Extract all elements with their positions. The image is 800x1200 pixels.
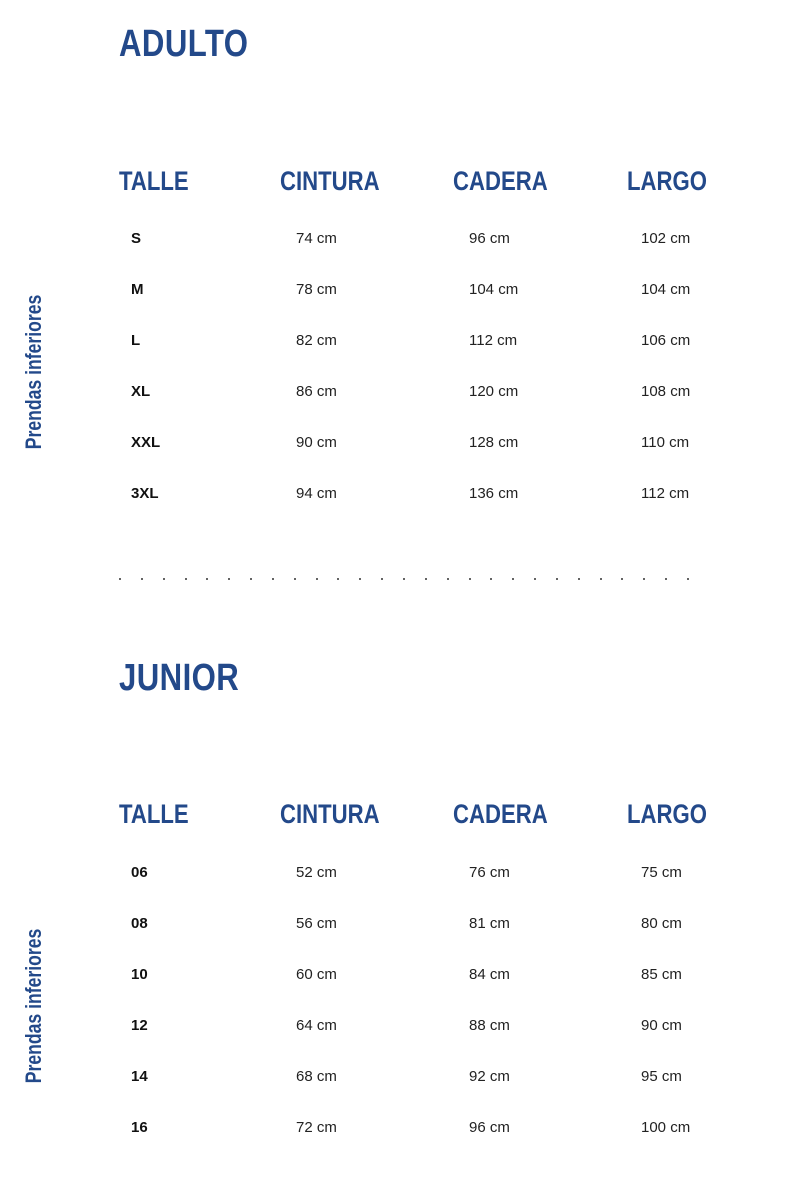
cell-cintura: 78 cm xyxy=(296,281,337,298)
table-row xyxy=(0,912,800,936)
cell-cintura: 82 cm xyxy=(296,332,337,349)
table-row xyxy=(0,1065,800,1089)
cell-cadera: 92 cm xyxy=(469,1068,510,1085)
header-cintura: CINTURA xyxy=(280,166,380,196)
cell-largo: 95 cm xyxy=(641,1068,682,1085)
cell-cadera: 88 cm xyxy=(469,1017,510,1034)
cell-cadera: 96 cm xyxy=(469,1119,510,1136)
cell-cintura: 64 cm xyxy=(296,1017,337,1034)
cell-cadera: 136 cm xyxy=(469,485,519,502)
table-row xyxy=(0,482,800,506)
cell-largo: 104 cm xyxy=(641,281,691,298)
table-row xyxy=(0,227,800,251)
cell-talle: 16 xyxy=(131,1119,148,1136)
cell-cintura: 86 cm xyxy=(296,383,337,400)
cell-cadera: 128 cm xyxy=(469,434,519,451)
header-largo: LARGO xyxy=(627,166,707,196)
cell-largo: 80 cm xyxy=(641,915,682,932)
cell-talle: 10 xyxy=(131,966,148,983)
cell-largo: 100 cm xyxy=(641,1119,691,1136)
cell-talle: 3XL xyxy=(131,485,159,502)
section-title-adulto: ADULTO xyxy=(119,23,249,65)
table-row xyxy=(0,380,800,404)
table-row xyxy=(0,431,800,455)
cell-cintura: 90 cm xyxy=(296,434,337,451)
table-row xyxy=(0,861,800,885)
cell-talle: M xyxy=(131,281,144,298)
header-talle: TALLE xyxy=(119,799,189,829)
table-row xyxy=(0,278,800,302)
header-cadera: CADERA xyxy=(453,799,548,829)
header-talle: TALLE xyxy=(119,166,189,196)
table-row xyxy=(0,329,800,353)
header-cadera: CADERA xyxy=(453,166,548,196)
cell-cadera: 84 cm xyxy=(469,966,510,983)
cell-talle: 06 xyxy=(131,864,148,881)
cell-talle: XXL xyxy=(131,434,161,451)
cell-talle: XL xyxy=(131,383,151,400)
cell-cintura: 52 cm xyxy=(296,864,337,881)
side-label-junior: Prendas inferiores xyxy=(21,928,46,1084)
cell-largo: 106 cm xyxy=(641,332,691,349)
cell-cadera: 76 cm xyxy=(469,864,510,881)
cell-cadera: 112 cm xyxy=(469,332,518,349)
header-largo: LARGO xyxy=(627,799,707,829)
side-label-adulto: Prendas inferiores xyxy=(21,294,46,450)
cell-talle: L xyxy=(131,332,141,349)
table-row xyxy=(0,963,800,987)
cell-largo: 108 cm xyxy=(641,383,691,400)
cell-largo: 110 cm xyxy=(641,434,690,451)
cell-cintura: 56 cm xyxy=(296,915,337,932)
cell-cadera: 81 cm xyxy=(469,915,510,932)
cell-cintura: 74 cm xyxy=(296,230,337,247)
section-title-junior: JUNIOR xyxy=(119,657,240,699)
header-cintura: CINTURA xyxy=(280,799,380,829)
cell-talle: 14 xyxy=(131,1068,148,1085)
cell-largo: 112 cm xyxy=(641,485,690,502)
cell-cintura: 68 cm xyxy=(296,1068,337,1085)
cell-talle: 08 xyxy=(131,915,148,932)
cell-largo: 102 cm xyxy=(641,230,691,247)
cell-cadera: 104 cm xyxy=(469,281,519,298)
table-row xyxy=(0,1116,800,1140)
cell-cintura: 94 cm xyxy=(296,485,337,502)
cell-largo: 85 cm xyxy=(641,966,682,983)
cell-largo: 90 cm xyxy=(641,1017,682,1034)
cell-largo: 75 cm xyxy=(641,864,682,881)
cell-cintura: 72 cm xyxy=(296,1119,337,1136)
cell-cadera: 120 cm xyxy=(469,383,519,400)
cell-cadera: 96 cm xyxy=(469,230,510,247)
cell-cintura: 60 cm xyxy=(296,966,337,983)
table-row xyxy=(0,1014,800,1038)
dotted-divider xyxy=(119,578,689,584)
cell-talle: S xyxy=(131,230,142,247)
cell-talle: 12 xyxy=(131,1017,148,1034)
